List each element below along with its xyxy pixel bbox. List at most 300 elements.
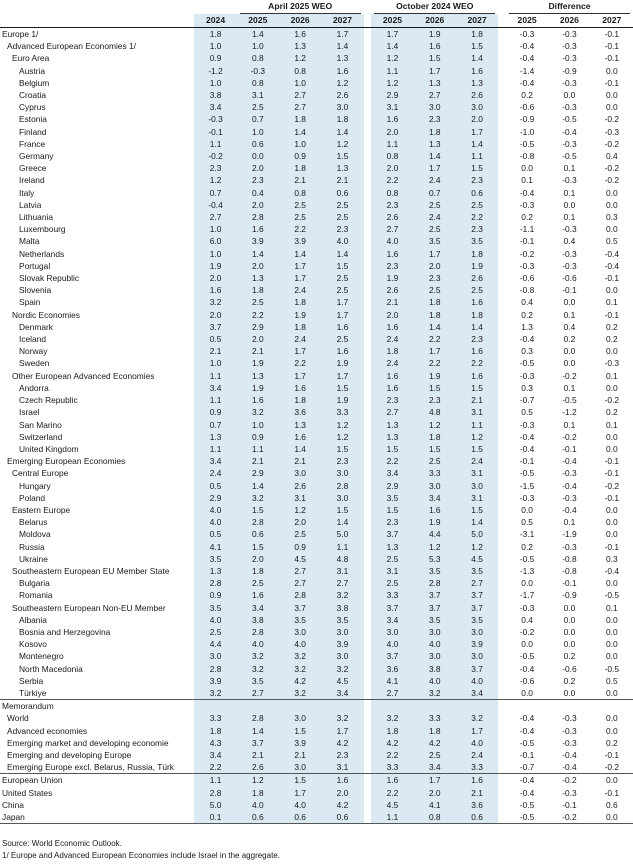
column-gap (364, 113, 372, 125)
value-cell: 4.3 (194, 737, 236, 749)
value-cell: 3.4 (194, 382, 236, 394)
table-row (0, 284, 633, 296)
value-cell: 1.2 (321, 419, 363, 431)
value-cell: 3.0 (414, 101, 456, 113)
column-gap (498, 811, 506, 824)
value-cell: 0.9 (237, 431, 279, 443)
row-label: Norway (19, 346, 48, 357)
column-gap (498, 761, 506, 774)
value-cell: 0.9 (279, 150, 321, 162)
value-cell: -0.3 (604, 358, 619, 369)
column-gap (364, 235, 372, 247)
value-cell: 4.0 (194, 516, 236, 528)
row-label: Advanced European Economies 1/ (7, 41, 136, 52)
value-cell: 0.0 (605, 431, 618, 442)
value-cell: 0.5 (605, 236, 618, 247)
column-gap (498, 687, 506, 700)
value-cell: 1.8 (456, 309, 498, 321)
value-cell: 1.8 (414, 296, 456, 308)
value-cell: 3.2 (321, 589, 363, 601)
value-cell: -0.1 (604, 41, 619, 52)
value-cell: -0.3 (519, 199, 535, 210)
table-row (0, 28, 633, 41)
row-label: Cyprus (19, 102, 46, 113)
value-cell: 3.5 (279, 614, 321, 626)
value-cell: 1.6 (237, 589, 279, 601)
column-gap (498, 89, 506, 101)
value-cell: 3.7 (194, 321, 236, 333)
row-label: Czech Republic (19, 395, 78, 406)
table-row (0, 199, 633, 211)
value-cell: 1.3 (194, 565, 236, 577)
value-cell: 0.1 (605, 419, 618, 430)
value-cell: 0.0 (591, 811, 633, 824)
value-cell: 2.5 (414, 223, 456, 235)
value-cell: 0.2 (521, 212, 533, 223)
value-cell: 3.8 (237, 614, 279, 626)
value-cell: 1.2 (321, 431, 363, 443)
table-row (0, 211, 633, 223)
value-cell: 2.6 (237, 761, 279, 774)
value-cell (237, 700, 279, 713)
value-cell: 2.5 (237, 101, 279, 113)
value-cell: 1.8 (194, 725, 236, 737)
table-row (0, 650, 633, 662)
value-cell: 2.4 (456, 455, 498, 467)
value-cell: 4.0 (279, 638, 321, 650)
value-cell: -0.4 (604, 565, 619, 576)
column-gap (364, 811, 372, 824)
value-cell: 2.0 (237, 260, 279, 272)
value-cell: -0.1 (194, 126, 236, 138)
value-cell: -0.5 (519, 468, 535, 479)
value-cell: 4.0 (321, 235, 363, 247)
table-row (0, 602, 633, 614)
value-cell: 2.2 (456, 357, 498, 369)
row-label: Greece (19, 163, 47, 174)
year-header-row (0, 14, 633, 28)
value-cell: 1.8 (279, 162, 321, 174)
value-cell: 1.0 (237, 419, 279, 431)
column-gap (364, 321, 372, 333)
value-cell: 3.5 (456, 235, 498, 247)
value-cell: 3.4 (456, 687, 498, 700)
value-cell: 0.0 (563, 687, 576, 698)
value-cell: 3.2 (279, 663, 321, 675)
value-cell: 2.5 (321, 284, 363, 296)
value-cell: -0.7 (519, 762, 535, 773)
value-cell: -0.3 (562, 102, 577, 113)
value-cell: -1.7 (519, 590, 535, 601)
value-cell: 1.3 (414, 138, 456, 150)
column-gap (364, 419, 372, 431)
value-cell: 2.8 (414, 577, 456, 589)
value-cell: 1.9 (321, 394, 363, 406)
value-cell: 0.1 (194, 811, 236, 824)
value-cell: 3.7 (371, 602, 413, 614)
column-gap (364, 492, 372, 504)
value-cell: 3.3 (414, 467, 456, 479)
column-gap (364, 272, 372, 284)
value-cell: 4.0 (237, 799, 279, 811)
value-cell: 3.0 (321, 650, 363, 662)
column-gap (364, 602, 372, 614)
table-row (0, 799, 633, 811)
value-cell: 1.8 (237, 565, 279, 577)
row-label: Kosovo (19, 639, 47, 650)
column-gap (364, 162, 372, 174)
value-cell: 1.5 (414, 443, 456, 455)
value-cell: 2.9 (237, 467, 279, 479)
value-cell: 3.3 (371, 761, 413, 774)
row-label: Serbia (19, 675, 44, 686)
value-cell: 0.5 (194, 528, 236, 540)
value-cell (321, 700, 363, 713)
value-cell: -0.4 (519, 41, 535, 52)
value-cell: 1.5 (456, 504, 498, 516)
value-cell: 1.9 (194, 260, 236, 272)
value-cell: -0.1 (604, 492, 619, 503)
row-label: Eastern Europe (12, 504, 71, 515)
column-gap (498, 77, 506, 89)
value-cell: 3.2 (279, 650, 321, 662)
column-gap (364, 52, 372, 64)
value-cell: 3.1 (321, 565, 363, 577)
value-cell: 3.2 (194, 296, 236, 308)
row-label: Bulgaria (19, 578, 50, 589)
value-cell: 2.3 (237, 174, 279, 186)
value-cell: 0.3 (605, 553, 618, 564)
value-cell: 1.9 (237, 357, 279, 369)
value-cell: 1.6 (414, 504, 456, 516)
value-cell: 5.0 (321, 528, 363, 540)
value-cell (194, 700, 236, 713)
value-cell: -0.3 (562, 224, 577, 235)
value-cell: 2.2 (371, 455, 413, 467)
value-cell: -0.4 (519, 725, 535, 736)
value-cell: 1.7 (279, 787, 321, 799)
value-cell: 3.0 (279, 712, 321, 724)
value-cell: 2.1 (371, 296, 413, 308)
value-cell: 3.0 (279, 467, 321, 479)
value-cell: 3.7 (237, 737, 279, 749)
value-cell: 1.5 (321, 443, 363, 455)
value-cell: 2.0 (237, 333, 279, 345)
value-cell: 4.0 (414, 638, 456, 650)
value-cell: -0.1 (562, 799, 577, 810)
value-cell: 1.7 (414, 248, 456, 260)
column-gap (364, 553, 372, 565)
value-cell: -0.7 (519, 395, 535, 406)
value-cell: 2.0 (237, 553, 279, 565)
value-cell: 3.0 (279, 626, 321, 638)
value-cell: 1.1 (371, 138, 413, 150)
value-cell: 4.2 (414, 737, 456, 749)
value-cell: 1.5 (237, 504, 279, 516)
value-cell: 1.1 (456, 419, 498, 431)
value-cell: 3.3 (321, 406, 363, 418)
value-cell: -0.3 (562, 713, 577, 724)
value-cell: 0.0 (591, 774, 633, 787)
column-gap (364, 394, 372, 406)
column-gap (364, 626, 372, 638)
value-cell: 0.0 (605, 346, 618, 357)
value-cell: -0.1 (604, 273, 619, 284)
column-gap (498, 541, 506, 553)
row-label: North Macedonia (19, 663, 83, 674)
value-cell: 1.5 (456, 162, 498, 174)
row-label: Europe 1/ (2, 29, 39, 39)
value-cell: 1.6 (371, 321, 413, 333)
column-gap (364, 138, 372, 150)
column-gap (498, 663, 506, 675)
value-cell: 1.8 (279, 296, 321, 308)
table-row (0, 443, 633, 455)
value-cell: 0.0 (521, 687, 533, 698)
column-gap (498, 394, 506, 406)
group-header-april-2025: April 2025 WEO (237, 0, 364, 14)
value-cell: 2.8 (321, 480, 363, 492)
value-cell: 1.8 (456, 28, 498, 41)
column-gap (498, 737, 506, 749)
value-cell: 4.0 (456, 675, 498, 687)
column-gap (364, 749, 372, 761)
row-label: China (2, 799, 24, 810)
value-cell: 2.7 (414, 89, 456, 101)
value-cell: 3.0 (414, 480, 456, 492)
value-cell: -0.4 (519, 431, 535, 442)
value-cell: 2.2 (371, 749, 413, 761)
value-cell: 1.8 (414, 309, 456, 321)
table-row (0, 492, 633, 504)
row-label: Japan (0, 811, 194, 824)
value-cell: 3.6 (279, 406, 321, 418)
value-cell: 2.0 (194, 309, 236, 321)
value-cell: 0.0 (605, 65, 618, 76)
value-cell: -0.1 (604, 749, 619, 760)
value-cell: 4.0 (279, 799, 321, 811)
value-cell (548, 700, 590, 713)
value-cell: 0.0 (521, 504, 533, 515)
value-cell: 0.4 (521, 614, 533, 625)
year-header: 2025 (371, 14, 413, 28)
value-cell: 1.9 (414, 28, 456, 41)
value-cell: 1.2 (414, 541, 456, 553)
column-gap (364, 455, 372, 467)
value-cell: 2.0 (237, 162, 279, 174)
value-cell: 4.2 (321, 799, 363, 811)
value-cell: 3.6 (371, 663, 413, 675)
column-gap (498, 113, 506, 125)
table-row (0, 174, 633, 186)
value-cell: 0.0 (521, 163, 533, 174)
value-cell: 0.8 (371, 150, 413, 162)
value-cell: 1.4 (321, 126, 363, 138)
value-cell: -0.6 (519, 273, 535, 284)
value-cell: 0.0 (605, 504, 618, 515)
value-cell: 1.3 (279, 40, 321, 52)
value-cell: 2.0 (414, 260, 456, 272)
value-cell: 3.0 (456, 480, 498, 492)
value-cell: 2.1 (279, 749, 321, 761)
value-cell: 0.5 (194, 333, 236, 345)
table-row (0, 235, 633, 247)
value-cell: -0.4 (562, 480, 577, 491)
value-cell: 0.8 (237, 77, 279, 89)
value-cell: 2.2 (237, 309, 279, 321)
value-cell: -0.3 (562, 787, 577, 798)
value-cell: 3.6 (456, 799, 498, 811)
column-gap (498, 284, 506, 296)
value-cell: 0.0 (605, 725, 618, 736)
table-row (0, 406, 633, 418)
row-label: Moldova (19, 529, 51, 540)
value-cell: 1.3 (456, 77, 498, 89)
column-gap (364, 443, 372, 455)
value-cell: -0.2 (604, 163, 619, 174)
value-cell: 2.5 (279, 528, 321, 540)
value-cell: 3.9 (279, 737, 321, 749)
row-label: Southeastern European Non-EU Member (12, 602, 166, 613)
value-cell: -0.4 (519, 53, 535, 64)
column-gap (498, 138, 506, 150)
value-cell: 0.1 (563, 212, 576, 223)
value-cell: 3.8 (321, 602, 363, 614)
row-label: Italy (19, 187, 35, 198)
column-gap (498, 248, 506, 260)
column-gap (364, 260, 372, 272)
value-cell: 3.0 (321, 467, 363, 479)
value-cell: 3.0 (321, 626, 363, 638)
value-cell: 1.6 (279, 382, 321, 394)
column-gap (498, 749, 506, 761)
value-cell: 3.7 (414, 589, 456, 601)
row-label: Sweden (19, 358, 50, 369)
value-cell: 1.3 (521, 321, 533, 332)
value-cell: 3.3 (414, 712, 456, 724)
table-row (0, 700, 633, 713)
value-cell: 2.4 (371, 333, 413, 345)
row-label: Switzerland (19, 431, 63, 442)
value-cell: 2.1 (279, 174, 321, 186)
value-cell: 1.7 (371, 28, 413, 41)
column-gap (498, 602, 506, 614)
value-cell: 0.0 (605, 443, 618, 454)
value-cell: 1.7 (414, 345, 456, 357)
value-cell: 0.8 (414, 811, 456, 824)
value-cell: 1.6 (371, 774, 413, 787)
column-gap (364, 516, 372, 528)
row-label: Croatia (19, 90, 46, 101)
value-cell: 3.1 (279, 492, 321, 504)
year-header: 2026 (548, 14, 590, 28)
column-gap (498, 406, 506, 418)
value-cell: 0.2 (521, 309, 533, 320)
value-cell: -0.1 (604, 787, 619, 798)
value-cell (591, 700, 633, 713)
value-cell: 1.4 (456, 516, 498, 528)
table-row (0, 65, 633, 77)
column-gap (364, 650, 372, 662)
value-cell: 1.6 (456, 774, 498, 787)
value-cell: -0.1 (604, 53, 619, 64)
value-cell: 2.8 (237, 712, 279, 724)
value-cell: 2.1 (237, 345, 279, 357)
value-cell: 3.2 (237, 650, 279, 662)
value-cell: 2.6 (371, 284, 413, 296)
value-cell: -0.4 (519, 787, 535, 798)
value-cell: 4.0 (371, 235, 413, 247)
value-cell: -0.9 (519, 114, 535, 125)
column-gap (364, 504, 372, 516)
value-cell: 6.0 (194, 235, 236, 247)
value-cell: 3.0 (414, 626, 456, 638)
value-cell: 5.0 (194, 799, 236, 811)
row-label: Belgium (19, 77, 50, 88)
value-cell: 1.6 (371, 382, 413, 394)
value-cell: -0.4 (519, 77, 535, 88)
value-cell: 2.3 (194, 162, 236, 174)
value-cell: 1.8 (371, 725, 413, 737)
value-cell: -0.1 (562, 443, 577, 454)
row-label: Slovenia (19, 285, 52, 296)
value-cell: 0.8 (371, 187, 413, 199)
value-cell: 0.8 (279, 187, 321, 199)
column-gap (364, 700, 372, 713)
value-cell: -0.3 (519, 370, 535, 381)
value-cell: 1.8 (237, 284, 279, 296)
value-cell: 3.7 (279, 602, 321, 614)
value-cell: -3.1 (519, 529, 535, 540)
row-label: Netherlands (19, 248, 65, 259)
value-cell: 1.8 (456, 248, 498, 260)
value-cell: 1.0 (237, 126, 279, 138)
row-label: Central Europe (12, 468, 69, 479)
value-cell (506, 700, 548, 713)
table-row (0, 725, 633, 737)
table-notes (2, 838, 280, 862)
value-cell: 2.3 (371, 394, 413, 406)
column-gap (498, 614, 506, 626)
value-cell: -0.1 (562, 285, 577, 296)
value-cell: 0.0 (605, 651, 618, 662)
value-cell: 2.5 (321, 272, 363, 284)
value-cell: 3.4 (414, 492, 456, 504)
row-label: Finland (19, 126, 47, 137)
row-label: Montenegro (19, 651, 64, 662)
value-cell: 0.2 (605, 321, 618, 332)
value-cell: -0.6 (519, 102, 535, 113)
value-cell: 2.0 (321, 787, 363, 799)
value-cell: 1.5 (279, 725, 321, 737)
value-cell: -0.3 (562, 77, 577, 88)
value-cell: 2.1 (456, 394, 498, 406)
column-gap (498, 589, 506, 601)
table-row (0, 614, 633, 626)
value-cell: 3.2 (237, 492, 279, 504)
value-cell: 2.1 (279, 455, 321, 467)
value-cell: 1.6 (371, 248, 413, 260)
row-label: United Kingdom (19, 443, 79, 454)
value-cell: -0.3 (562, 260, 577, 271)
value-cell: 3.3 (456, 761, 498, 774)
value-cell: -1.5 (519, 480, 535, 491)
value-cell: -0.4 (562, 504, 577, 515)
year-header: 2027 (456, 14, 498, 28)
value-cell: 1.4 (279, 443, 321, 455)
value-cell: 3.0 (279, 761, 321, 774)
value-cell: 1.0 (194, 40, 236, 52)
